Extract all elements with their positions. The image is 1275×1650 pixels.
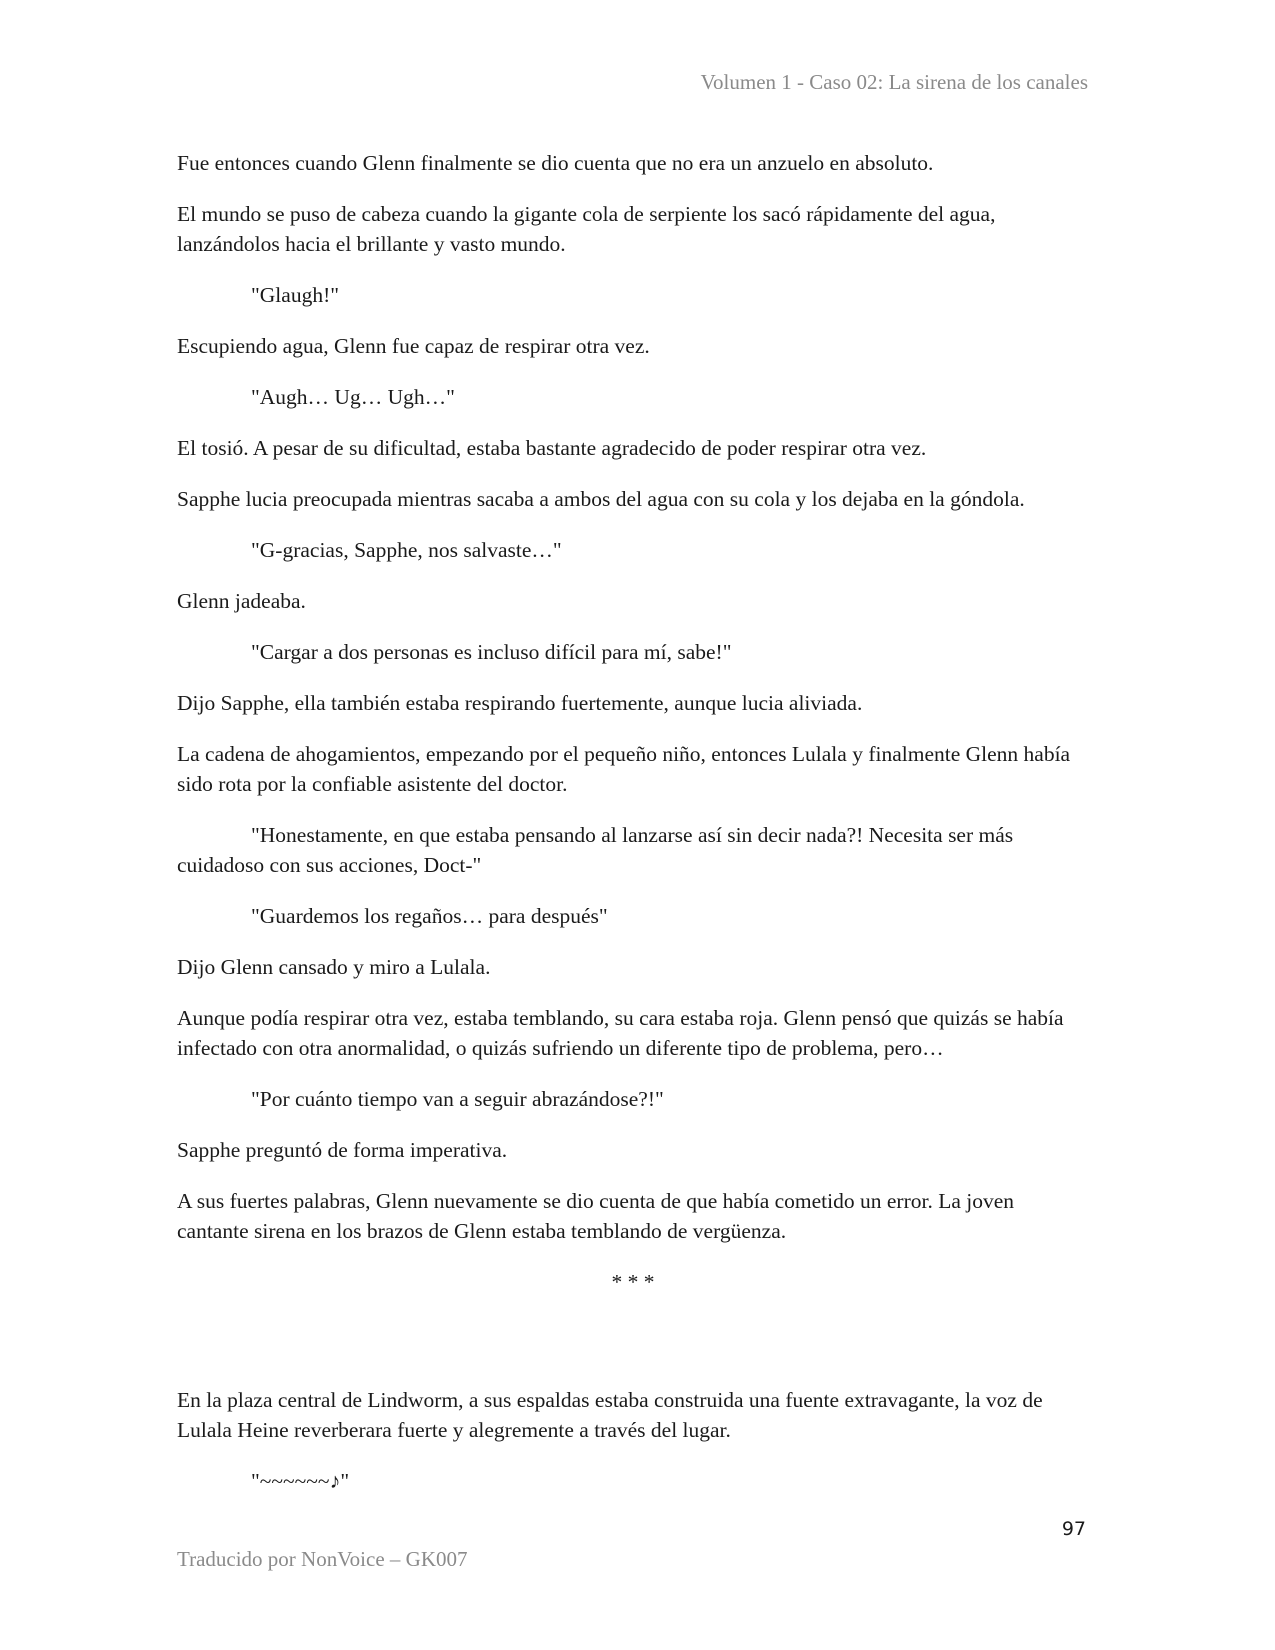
dialogue-line: "~~~~~~♪" (251, 1469, 350, 1493)
page-body (177, 148, 1089, 1517)
paragraph: Aunque podía respirar otra vez, estaba temblando, su cara estaba roja. Glenn pensó que quizás se había infectado con otra anormalidad, o quizás sufriendo un diferente tipo de problema, pero… (177, 1006, 1064, 1060)
paragraph: Sapphe lucia preocupada mientras sacaba a ambos del agua con su cola y los dejaba en la góndola. (177, 487, 1025, 511)
dialogue-line: "Augh… Ug… Ugh…" (251, 385, 455, 409)
scene-break: * * * (611, 1270, 655, 1294)
dialogue-line: "G-gracias, Sapphe, nos salvaste…" (251, 538, 562, 562)
paragraph: Dijo Glenn cansado y miro a Lulala. (177, 955, 491, 979)
paragraph: La cadena de ahogamientos, empezando por el pequeño niño, entonces Lulala y finalmente Glenn había sido rota por la confiable asistente del doctor. (177, 742, 1071, 796)
dialogue-line: "Guardemos los regaños… para después" (251, 904, 608, 928)
paragraph: El mundo se puso de cabeza cuando la gigante cola de serpiente los sacó rápidamente del agua, lanzándolos hacia el brillante y vasto mundo. (177, 202, 996, 256)
dialogue-line: "Glaugh!" (251, 283, 340, 307)
page-number: 97 (1061, 1518, 1086, 1540)
paragraph: Glenn jadeaba. (177, 589, 306, 613)
paragraph: Escupiendo agua, Glenn fue capaz de respirar otra vez. (177, 334, 650, 358)
paragraph: A sus fuertes palabras, Glenn nuevamente se dio cuenta de que había cometido un error. La joven cantante sirena en los brazos de Glenn estaba temblando de vergüenza. (177, 1189, 1015, 1243)
translator-credit: Traducido por NonVoice – GK007 (177, 1547, 468, 1571)
dialogue-line: "Cargar a dos personas es incluso difícil para mí, sabe!" (251, 640, 732, 664)
paragraph: Fue entonces cuando Glenn finalmente se dio cuenta que no era un anzuelo en absoluto. (177, 151, 934, 175)
dialogue-line: "Honestamente, en que estaba pensando al lanzarse así sin decir nada?! Necesita ser más cuidadoso con sus acciones, Doct-" (177, 823, 1014, 877)
paragraph: Dijo Sapphe, ella también estaba respirando fuertemente, aunque lucia aliviada. (177, 691, 863, 715)
dialogue-line: "Por cuánto tiempo van a seguir abrazándose?!" (251, 1087, 664, 1111)
paragraph: El tosió. A pesar de su dificultad, estaba bastante agradecido de poder respirar otra vez. (177, 436, 927, 460)
paragraph: En la plaza central de Lindworm, a sus espaldas estaba construida una fuente extravagante, la voz de Lulala Heine reverberara fuerte y alegremente a través del lugar. (177, 1388, 1043, 1442)
paragraph: Sapphe preguntó de forma imperativa. (177, 1138, 508, 1162)
running-header: Volumen 1 - Caso 02: La sirena de los canales (700, 70, 1088, 94)
